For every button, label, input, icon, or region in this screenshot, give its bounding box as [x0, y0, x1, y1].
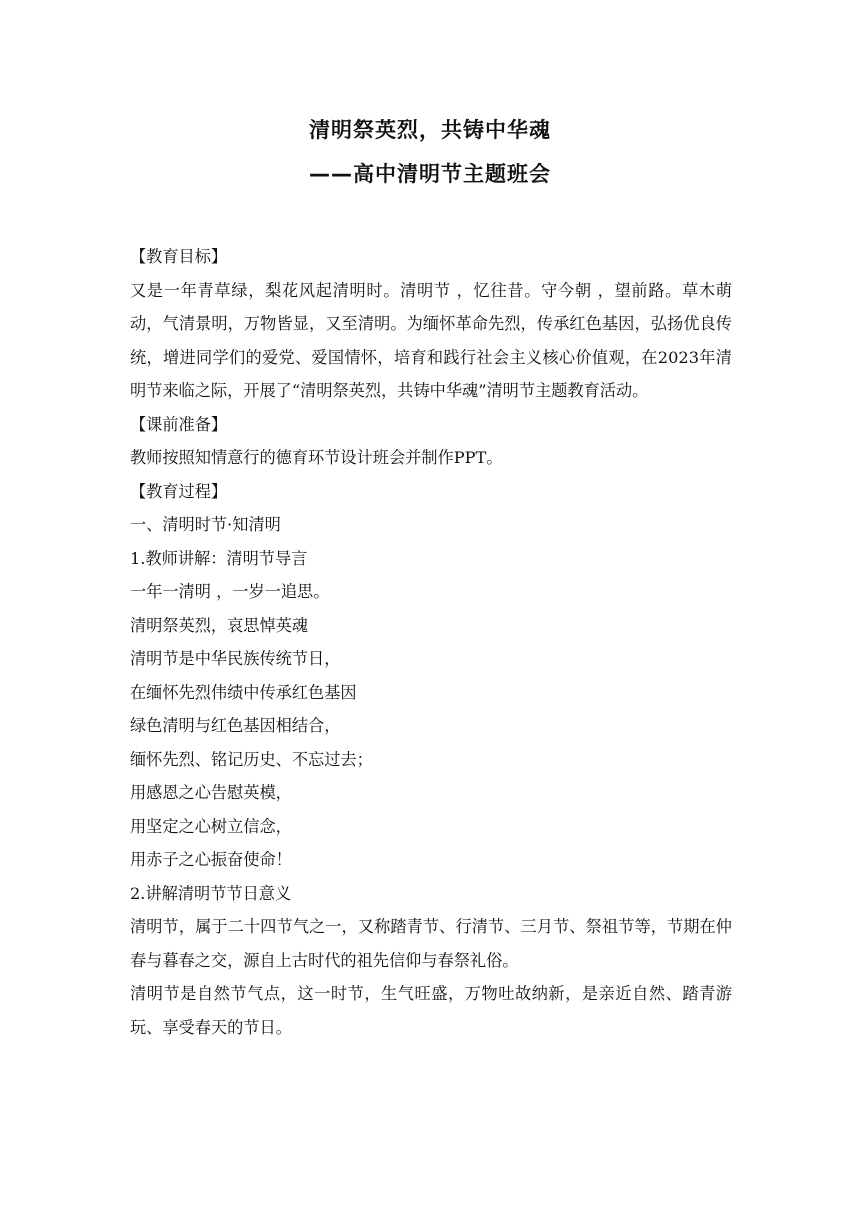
process-heading: 【教育过程】 [130, 481, 228, 501]
objective-paragraph: 又是一年青草绿，梨花风起清明时。清明节 ，忆往昔。守今朝 ，望前路。草木萌动，气清景明，万物皆显，又至清明。为缅怀革命先烈，传承红色基因，弘扬优良传统，增进同学们的爱党、爱国情怀，培育和践行社会主义核心价值观，在2023年清明节来临之际，开展了“清明祭英烈，共铸中华魂”清明节主题教育活动。 [130, 280, 732, 400]
poem-line: 缅怀先烈、铭记历史、不忘过去； [130, 749, 373, 769]
poem-line: 清明祭英烈，哀思悼英魂 [130, 615, 309, 635]
item2-heading: 2.讲解清明节节日意义 [130, 883, 292, 903]
prep-heading: 【课前准备】 [130, 414, 228, 434]
poem-line: 一年一清明 ，一岁一追思。 [130, 582, 330, 601]
poem-line: 用坚定之心树立信念， [130, 816, 292, 836]
poem-line: 清明节是中华民族传统节日， [130, 649, 341, 668]
poem-line: 用感恩之心告慰英模， [130, 783, 292, 802]
poem-line: 用赤子之心振奋使命！ [130, 850, 292, 869]
objective-heading: 【教育目标】 [130, 247, 228, 266]
poem-line: 在缅怀先烈伟绩中传承红色基因 [130, 682, 357, 702]
poem-line: 绿色清明与红色基因相结合， [130, 716, 341, 735]
part1-heading: 一、清明时节·知清明 [130, 515, 281, 534]
document-body [130, 240, 732, 1044]
document-subtitle: ——高中清明节主题班会 [309, 162, 551, 186]
document-title: 清明祭英烈，共铸中华魂 [309, 118, 551, 142]
item1-heading: 1.教师讲解：清明节导言 [130, 548, 308, 568]
prep-paragraph: 教师按照知情意行的德育环节设计班会并制作PPT。 [130, 448, 503, 467]
meaning-paragraph-1: 清明节，属于二十四节气之一，又称踏青节、行清节、三月节、祭祖节等，节期在仲春与暮春之交，源自上古时代的祖先信仰与春祭礼俗。 [130, 917, 732, 970]
meaning-paragraph-2: 清明节是自然节气点，这一时节，生气旺盛，万物吐故纳新，是亲近自然、踏青游玩、享受春天的节日。 [130, 984, 732, 1037]
